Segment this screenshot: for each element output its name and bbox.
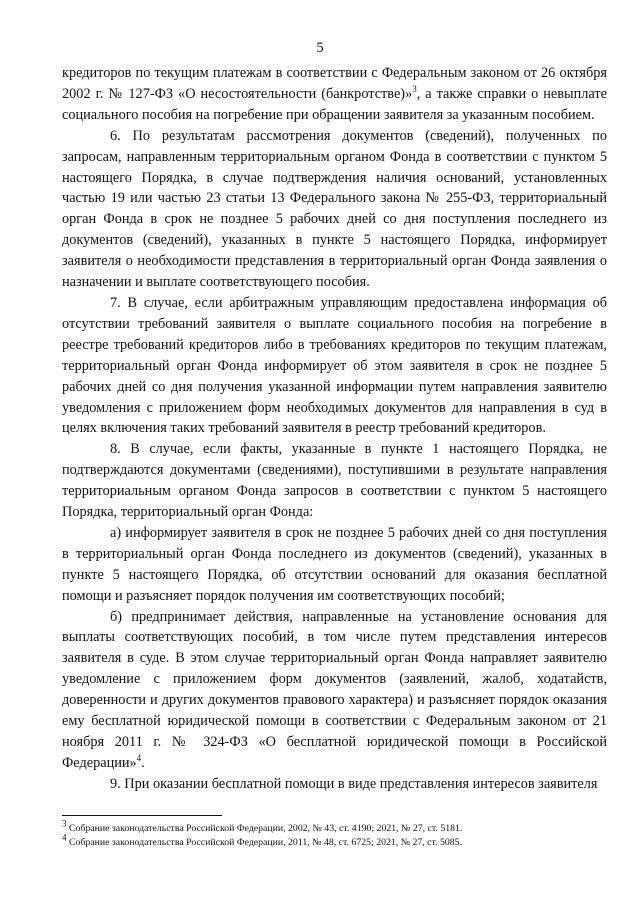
footnote-text: Собрание законодательства Российской Федерации, 2002, № 43, ст. 4190; 2021, № 27, ст. 5181. (66, 823, 463, 834)
paragraph-8b: б) предпринимает действия, направленные на установление основания для выплаты соответствующих пособий, в том числе путем представления интересов заявителя в суде. В этом случае территориальный орган Фонда направляет заявителю уведомление с приложением форм документов (заявлений, жалоб, ходатайств, доверенности и других документов правового характера) и разъясняет порядок оказания ему бесплатной юридической помощи в соответствии с Федеральным законом от 21 ноября 2011 г. № 324-ФЗ «О бесплатной юридической помощи в Российской Федерации»$^4$. (62, 608, 607, 771)
paragraph-7: 7. В случае, если арбитражным управляющим предоставлена информация об отсутствии требований заявителя о выплате социального пособия на погребение в реестре требований кредиторов либо в требованиях кредиторов по текущим платежам, территориальный орган Фонда информирует об этом заявителя в срок не позднее 5 рабочих дней со дня получения указанной информации путем направления заявителю уведомления с приложением форм необходимых документов для направления в суд в целях включения таких требований заявителя в реестр требований кредиторов. (62, 294, 607, 437)
page-number: 5 (316, 40, 324, 56)
footnote-mark: 4 (62, 832, 67, 843)
footnote-divider (62, 815, 222, 816)
document-body (62, 63, 607, 795)
paragraph-8: 8. В случае, если факты, указанные в пункте 1 настоящего Порядка, не подтверждаются документами (сведениями), поступившими в результате направления территориальным органом Фонда запросов в соответствии с пунктом 5 настоящего Порядка, территориальный орган Фонда: (62, 441, 607, 521)
footnote-mark: 3 (62, 818, 67, 829)
footnote-3 (62, 818, 607, 836)
paragraph-8a: а) информирует заявителя в срок не позднее 5 рабочих дней со дня поступления в территориальный орган Фонда последнего из документов (сведений), указанных в пункте 5 настоящего Порядка, об отсутствии оснований для оказания бесплатной помощи и разъясняет порядок получения им соответствующих пособий; (62, 524, 607, 604)
paragraph-9: 9. При оказании бесплатной помощи в виде представления интересов заявителя (110, 775, 598, 792)
footnotes (62, 818, 607, 850)
footnote-text: Собрание законодательства Российской Федерации, 2011, № 48, ст. 6725; 2021, № 27, ст. 5085. (66, 837, 463, 848)
paragraph-continuation: кредиторов по текущим платежам в соответствии с Федеральным законом от 26 октября 2002 г. № 127-ФЗ «О несостоятельности (банкротстве)»$^3$, а также справки о невыплате социального пособия на погребение при обращении заявителя за указанным пособием. (62, 65, 607, 123)
paragraph-6: 6. По результатам рассмотрения документов (сведений), полученных по запросам, направленным территориальным органом Фонда в соответствии с пунктом 5 настоящего Порядка, в случае подтверждения наличия оснований, установленных частью 19 или частью 23 статьи 13 Федерального закона № 255-ФЗ, территориальный орган Фонда в срок не позднее 5 рабочих дней со дня поступления последнего из документов (сведений), указанных в пункте 5 настоящего Порядка, информирует заявителя о необходимости представления в территориальный орган Фонда заявления о назначении и выплате соответствующего пособия. (62, 127, 607, 291)
footnote-4 (62, 832, 607, 850)
footnote-ref-4: 4 (136, 753, 142, 764)
footnote-ref-3: 3 (412, 84, 417, 95)
